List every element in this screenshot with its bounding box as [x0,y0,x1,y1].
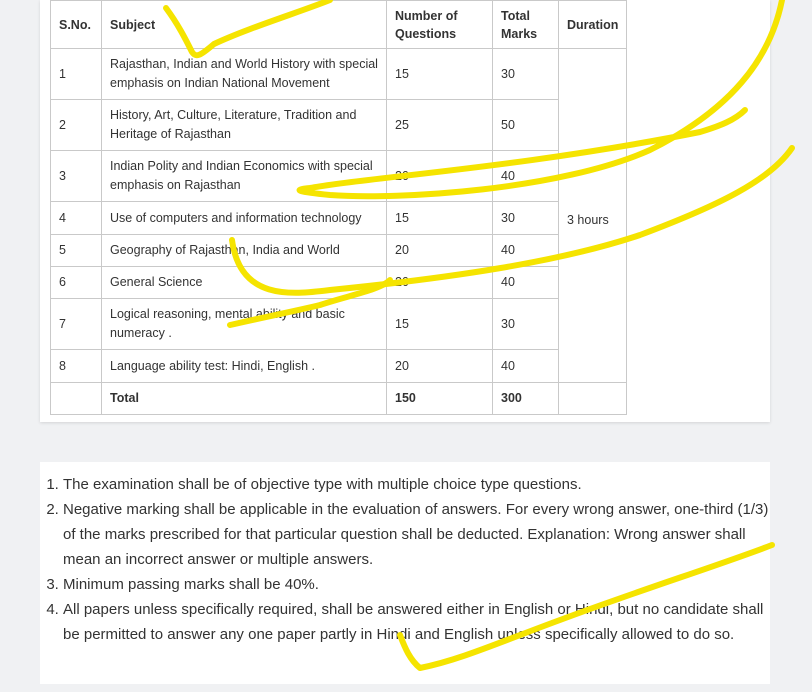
row-subject: Logical reasoning, mental ability and basic numeracy . [102,299,387,350]
row-subject: History, Art, Culture, Literature, Tradition and Heritage of Rajasthan [102,100,387,151]
table-row [51,267,627,299]
table-row [51,350,627,383]
row-subject: General Science [102,267,387,299]
row-questions: 15 [387,202,493,235]
header-marks: Total Marks [493,1,559,49]
row-sno: 6 [51,267,102,299]
row-marks: 40 [493,235,559,267]
row-sno: 5 [51,235,102,267]
row-subject: Language ability test: Hindi, English . [102,350,387,383]
table-total-row [51,383,627,415]
total-questions: 150 [387,383,493,415]
syllabus-table [50,0,627,415]
total-sno [51,383,102,415]
table-row [51,100,627,151]
rule-item: 2. Negative marking shall be applicable in the evaluation of answers. For every wrong answer, one-third (1/3) of the marks prescribed for that particular question shall be deducted. Explanation: Wrong answer shall mean an incorrect answer or multiple answers. [63,497,778,572]
row-marks: 40 [493,267,559,299]
rule-item: 4. All papers unless specifically required, shall be answered either in English or Hindi, but no candidate shall be permitted to answer any one paper partly in Hindi and English unless specifically allowed to do so. [63,597,778,647]
header-sno: S.No. [51,1,102,49]
row-sno: 1 [51,49,102,100]
header-questions: Number of Questions [387,1,493,49]
exam-rules-list [46,472,778,647]
total-label: Total [102,383,387,415]
table-header-row [51,1,627,49]
row-marks: 50 [493,100,559,151]
total-duration [559,383,627,415]
rule-item: 1. The examination shall be of objective type with multiple choice type questions. [63,472,778,497]
row-sno: 7 [51,299,102,350]
table-row [51,299,627,350]
row-marks: 40 [493,350,559,383]
row-subject: Rajasthan, Indian and World History with special emphasis on Indian National Movement [102,49,387,100]
row-subject: Use of computers and information technology [102,202,387,235]
row-sno: 4 [51,202,102,235]
table-row [51,202,627,235]
duration-cell: 3 hours [559,49,627,383]
row-questions: 15 [387,299,493,350]
rule-item: 3. Minimum passing marks shall be 40%. [63,572,778,597]
row-questions: 20 [387,151,493,202]
total-marks: 300 [493,383,559,415]
header-subject: Subject [102,1,387,49]
table-row [51,151,627,202]
row-marks: 30 [493,202,559,235]
row-sno: 3 [51,151,102,202]
row-subject: Geography of Rajasthan, India and World [102,235,387,267]
row-questions: 20 [387,235,493,267]
row-questions: 15 [387,49,493,100]
row-questions: 20 [387,350,493,383]
table-row [51,49,627,100]
row-subject: Indian Polity and Indian Economics with special emphasis on Rajasthan [102,151,387,202]
row-marks: 40 [493,151,559,202]
row-questions: 25 [387,100,493,151]
row-marks: 30 [493,49,559,100]
row-questions: 20 [387,267,493,299]
table-row [51,235,627,267]
row-sno: 8 [51,350,102,383]
row-sno: 2 [51,100,102,151]
row-marks: 30 [493,299,559,350]
header-duration: Duration [559,1,627,49]
